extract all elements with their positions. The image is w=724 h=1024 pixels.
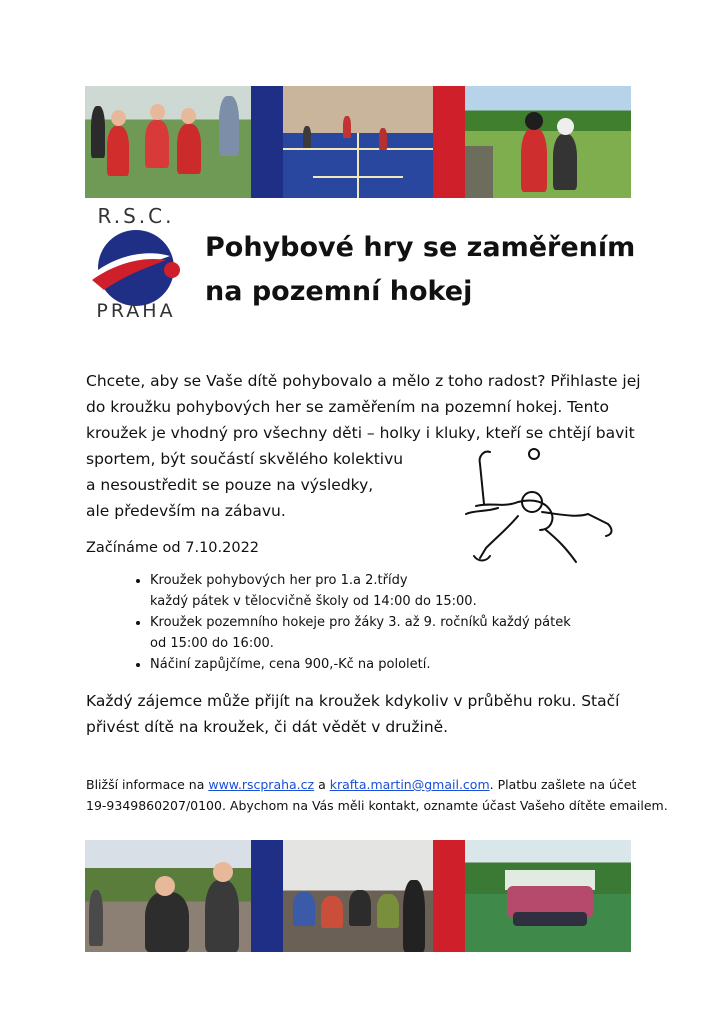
logo-top-text: R.S.C.	[97, 204, 175, 228]
list-item	[150, 570, 630, 612]
contact-line-1	[86, 774, 686, 795]
photo-group-sitting	[283, 840, 433, 952]
red-stripe	[433, 86, 465, 198]
hockey-player-illustration	[446, 444, 626, 572]
photo-kids-in-town	[85, 840, 251, 952]
info-after-email: . Platbu zašlete na účet	[489, 777, 637, 792]
photo-goalkeepers	[465, 86, 631, 198]
intro-line: sportem, být součástí skvělého kolektivu	[86, 450, 404, 468]
intro-line: a nesoustředit se pouze na výsledky,	[86, 476, 374, 494]
title-line: Pohybové hry se zaměřením	[205, 232, 636, 263]
contact-line-2: 19-9349860207/0100. Abychom na Vás měli kontakt, oznamte účast Vašeho dítěte emailem.	[86, 798, 668, 813]
website-link[interactable]: www.rscpraha.cz	[208, 777, 315, 792]
photo-gym-hall	[283, 86, 433, 198]
photo-team-at-goal	[465, 840, 631, 952]
intro-line: ale především na zábavu.	[86, 502, 286, 520]
info-and: a	[314, 777, 330, 792]
offer-line: • Kroužek pohybových her pro 1.a 2.třídy	[150, 573, 408, 588]
bottom-photo-banner	[85, 840, 631, 952]
blue-stripe	[251, 840, 283, 952]
offer-line: od 15:00 do 16:00.	[150, 636, 274, 651]
email-link[interactable]: krafta.martin@gmail.com	[329, 777, 490, 792]
join-line: přivést dítě na kroužek, či dát vědět v družině.	[86, 718, 449, 736]
intro-line: do kroužku pohybových her se zaměřením na pozemní hokej. Tento	[86, 398, 609, 416]
join-line: Každý zájemce může přijít na kroužek kdykoliv v průběhu roku. Stačí	[86, 692, 620, 710]
red-stripe	[433, 840, 465, 952]
offer-line: • Náčiní zapůjčíme, cena 900,-Kč na pololetí.	[150, 657, 431, 672]
offers-list	[130, 570, 630, 675]
info-prefix: Bližší informace na	[86, 777, 209, 792]
photo-kids-playing-hockey	[85, 86, 251, 198]
offer-line: každý pátek v tělocvičně školy od 14:00 do 15:00.	[150, 594, 477, 609]
list-item	[150, 654, 630, 675]
logo-bottom-text: PRAHA	[96, 300, 176, 322]
top-photo-banner	[85, 86, 631, 198]
blue-stripe	[251, 86, 283, 198]
page-title	[205, 226, 665, 314]
offer-line: • Kroužek pozemního hokeje pro žáky 3. až 9. ročníků každý pátek	[150, 615, 571, 630]
join-paragraph	[86, 688, 686, 740]
intro-line: kroužek je vhodný pro všechny děti – holky i kluky, kteří se chtějí bavit	[86, 424, 635, 442]
intro-line: Chcete, aby se Vaše dítě pohybovalo a mělo z toho radost? Přihlaste jej	[86, 372, 641, 390]
title-line: na pozemní hokej	[205, 276, 473, 307]
contact-info	[86, 774, 686, 816]
rsc-praha-logo	[80, 204, 192, 328]
start-date: Začínáme od 7.10.2022	[86, 540, 260, 556]
list-item	[150, 612, 630, 654]
